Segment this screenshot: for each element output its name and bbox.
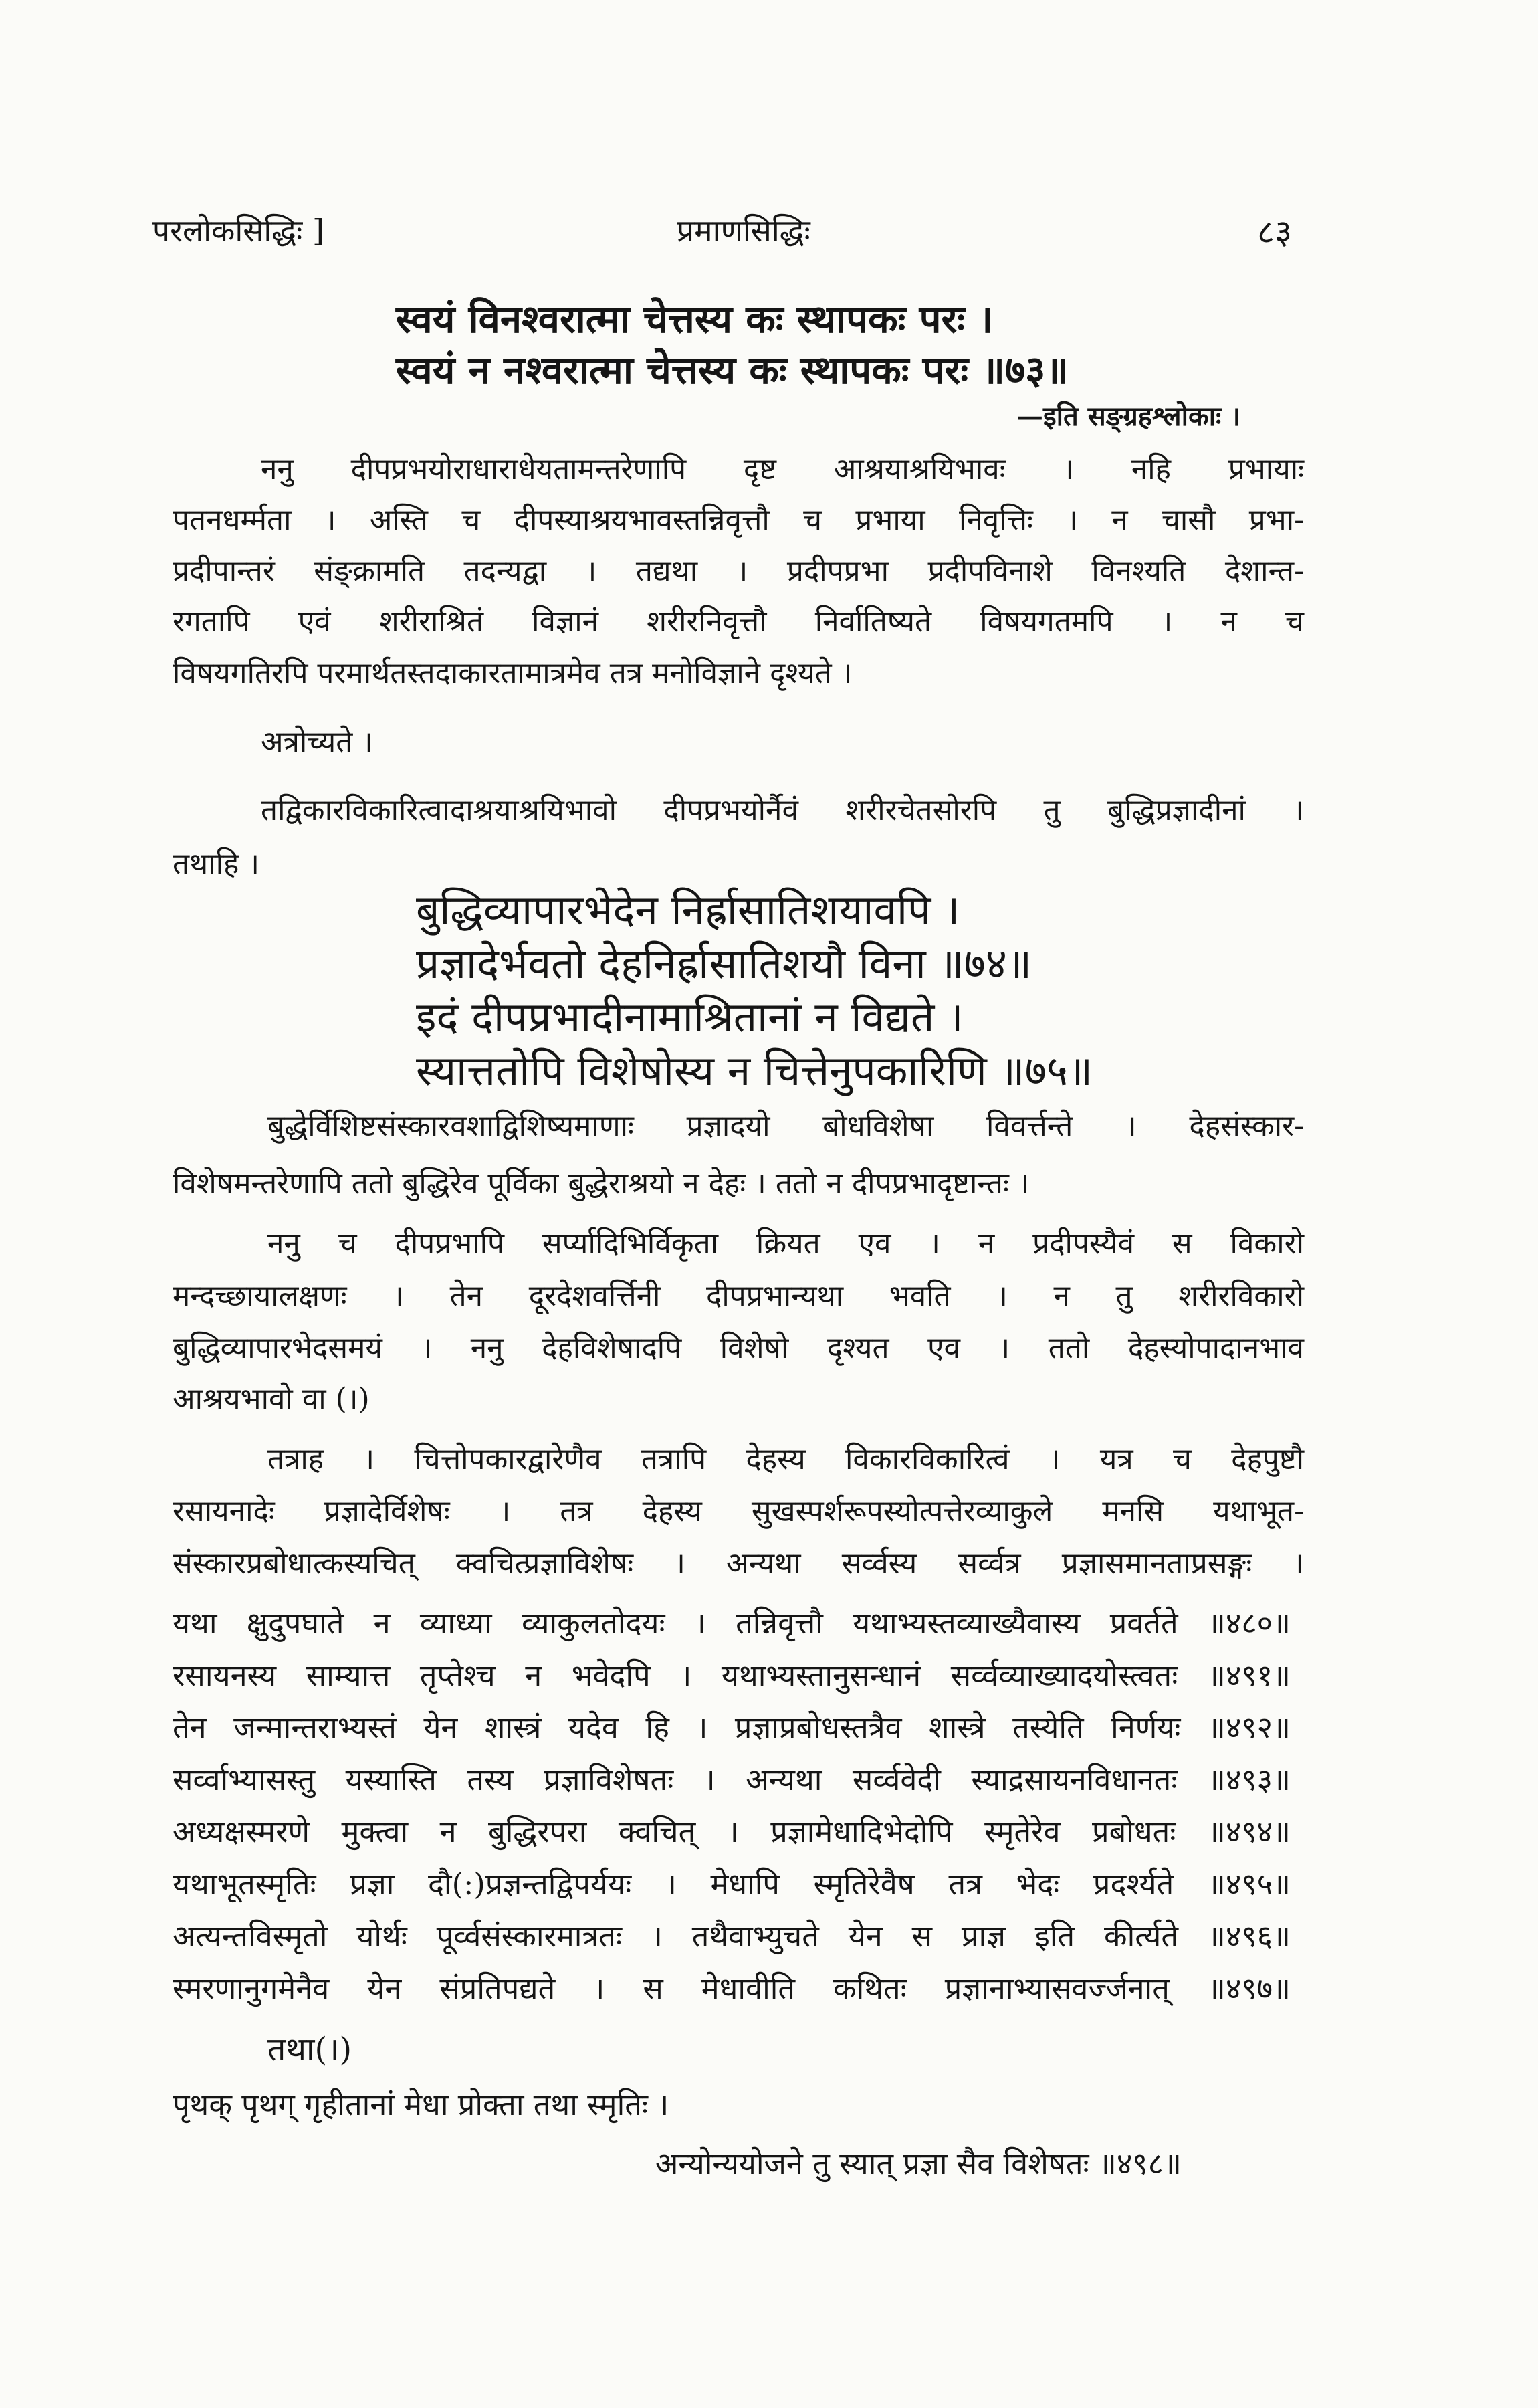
karika-line: यथाभूतस्मृतिः प्रज्ञा दौ(:)प्रज्ञन्तद्विपर्ययः । मेधापि स्मृतिरेवैष तत्र भेदः प्रदर्श्यते ॥४९५॥ xyxy=(173,1866,1291,1902)
verse-line: स्वयं विनश्वरात्मा चेत्तस्य कः स्थापकः परः । xyxy=(396,296,994,342)
paragraph-line: तत्राह । चित्तोपकारद्वारेणैव तत्रापि देहस्य विकारविकारित्वं । यत्र च देहपुष्टौ xyxy=(267,1442,1304,1476)
paragraph-line: तद्विकारविकारित्वादाश्रयाश्रयिभावो दीपप्रभयोर्नैवं शरीरचेतसोरपि तु बुद्धिप्रज्ञादीनां । xyxy=(261,793,1304,827)
paragraph-line: बुद्धिव्यापारभेदसमयं । ननु देहविशेषादपि विशेषो दृश्यत एव । ततो देहस्योपादानभाव xyxy=(173,1331,1304,1365)
paragraph-line: रगतापि एवं शरीराश्रितं विज्ञानं शरीरनिवृत्तौ निर्वातिष्यते विषयगतमपि । न च xyxy=(173,605,1304,639)
paragraph-line: पतनधर्म्मता । अस्ति च दीपस्याश्रयभावस्तन्निवृत्तौ च प्रभाया निवृत्तिः । न चासौ प्रभा- xyxy=(173,503,1304,537)
final-line: अन्योन्ययोजने तु स्यात् प्रज्ञा सैव विशेषतः ॥४९८॥ xyxy=(655,2146,1182,2181)
paragraph-line: ननु च दीपप्रभापि सर्प्यादिभिर्विकृता क्रियत एव । न प्रदीपस्यैवं स विकारो xyxy=(267,1227,1304,1261)
verse-line: स्यात्ततोपि विशेषोस्य न चित्तेनुपकारिणि ॥७५॥ xyxy=(416,1046,1093,1095)
paragraph-line: मन्दच्छायालक्षणः । तेन दूरदेशवर्त्तिनी दीपप्रभान्यथा भवति । न तु शरीरविकारो xyxy=(173,1279,1304,1313)
verse-line: बुद्धिव्यापारभेदेन निर्ह्रासातिशयावपि । xyxy=(416,886,960,934)
verse-line: प्रज्ञादेर्भवतो देहनिर्ह्रासातिशयौ विना ॥७४॥ xyxy=(416,939,1032,988)
karika-line: रसायनस्य साम्यात्त तृप्तेश्च न भवेदपि । यथाभ्यस्तानुसन्धानं सर्व्वव्याख्यादयोस्त्वतः ॥४९१॥ xyxy=(173,1658,1291,1693)
karika-line: यथा क्षुदुपघाते न व्याध्या व्याकुलतोदयः । तन्निवृत्तौ यथाभ्यस्तव्याख्यैवास्य प्रवर्तते ॥४८०॥ xyxy=(173,1605,1291,1641)
karika-line: सर्व्वाभ्यासस्तु यस्यास्ति तस्य प्रज्ञाविशेषतः । अन्यथा सर्व्ववेदी स्याद्रसायनविधानतः ॥४९३॥ xyxy=(173,1762,1291,1797)
paragraph-line: प्रदीपान्तरं संङ्क्रामति तदन्यद्वा । तद्यथा । प्रदीपप्रभा प्रदीपविनाशे विनश्यति देशान्त- xyxy=(173,554,1304,588)
paragraph-line: विशेषमन्तरेणापि ततो बुद्धिरेव पूर्विका बुद्धेराश्रयो न देहः । ततो न दीपप्रभादृष्टान्तः । xyxy=(173,1167,1030,1201)
paragraph-line: बुद्धेर्विशिष्टसंस्कारवशाद्विशिष्यमाणाः प्रज्ञादयो बोधविशेषा विवर्त्तन्ते । देहसंस्कार- xyxy=(267,1109,1304,1143)
running-header-left: परलोकसिद्धिः ] xyxy=(152,213,324,249)
verse-line: इदं दीपप्रभादीनामाश्रितानां न विद्यते । xyxy=(416,993,964,1041)
paragraph-line: ननु दीपप्रभयोराधाराधेयतामन्तरेणापि दृष्ट आश्रयाश्रयिभावः । नहि प्रभायाः xyxy=(261,452,1304,486)
tatha: तथा(।) xyxy=(267,2031,352,2068)
paragraph-line: आश्रयभावो वा (।) xyxy=(173,1382,370,1416)
running-header-center: प्रमाणसिद्धिः xyxy=(677,213,810,249)
paragraph-line: विषयगतिरपि परमार्थतस्तदाकारतामात्रमेव तत्र मनोविज्ञाने दृश्यते । xyxy=(173,656,853,690)
verse-line: स्वयं न नश्वरात्मा चेत्तस्य कः स्थापकः परः ॥७३॥ xyxy=(396,347,1069,393)
paragraph-line: रसायनादेः प्रज्ञादेर्विशेषः । तत्र देहस्य सुखस्पर्शरूपस्योत्पत्तेरव्याकुले मनसि यथाभूत- xyxy=(173,1494,1304,1528)
karika-line: अध्यक्षस्मरणे मुक्त्वा न बुद्धिरपरा क्वचित् । प्रज्ञामेधादिभेदोपि स्मृतेरेव प्रबोधतः ॥४९४॥ xyxy=(173,1814,1291,1849)
final-line: पृथक् पृथग् गृहीतानां मेधा प्रोक्ता तथा स्मृतिः । xyxy=(173,2087,669,2122)
karika-line: तेन जन्मान्तराभ्यस्तं येन शास्त्रं यदेव हि । प्रज्ञाप्रबोधस्तत्रैव शास्त्रे तस्येति निर्णयः ॥४९२॥ xyxy=(173,1710,1291,1745)
atrocyate: अत्रोच्यते । xyxy=(261,725,373,759)
karika-line: स्मरणानुगमेनैव येन संप्रतिपद्यते । स मेधावीति कथितः प्रज्ञानाभ्यासवर्ज्जनात् ॥४९७॥ xyxy=(173,1971,1291,2006)
paragraph-line: संस्कारप्रबोधात्कस्यचित् क्वचित्प्रज्ञाविशेषः । अन्यथा सर्व्वस्य सर्व्वत्र प्रज्ञासमानताप्रसङ्गः । xyxy=(173,1546,1304,1581)
karika-line: अत्यन्तविस्मृतो योर्थः पूर्व्वसंस्कारमात्रतः । तथैवाभ्युचते येन स प्राज्ञ इति कीर्त्यते ॥४९६॥ xyxy=(173,1918,1291,1954)
paragraph-line: तथाहि । xyxy=(173,847,260,881)
page-number: ८३ xyxy=(1257,213,1292,252)
colophon: —इति सङ्ग्रहश्लोकाः । xyxy=(1016,401,1241,432)
